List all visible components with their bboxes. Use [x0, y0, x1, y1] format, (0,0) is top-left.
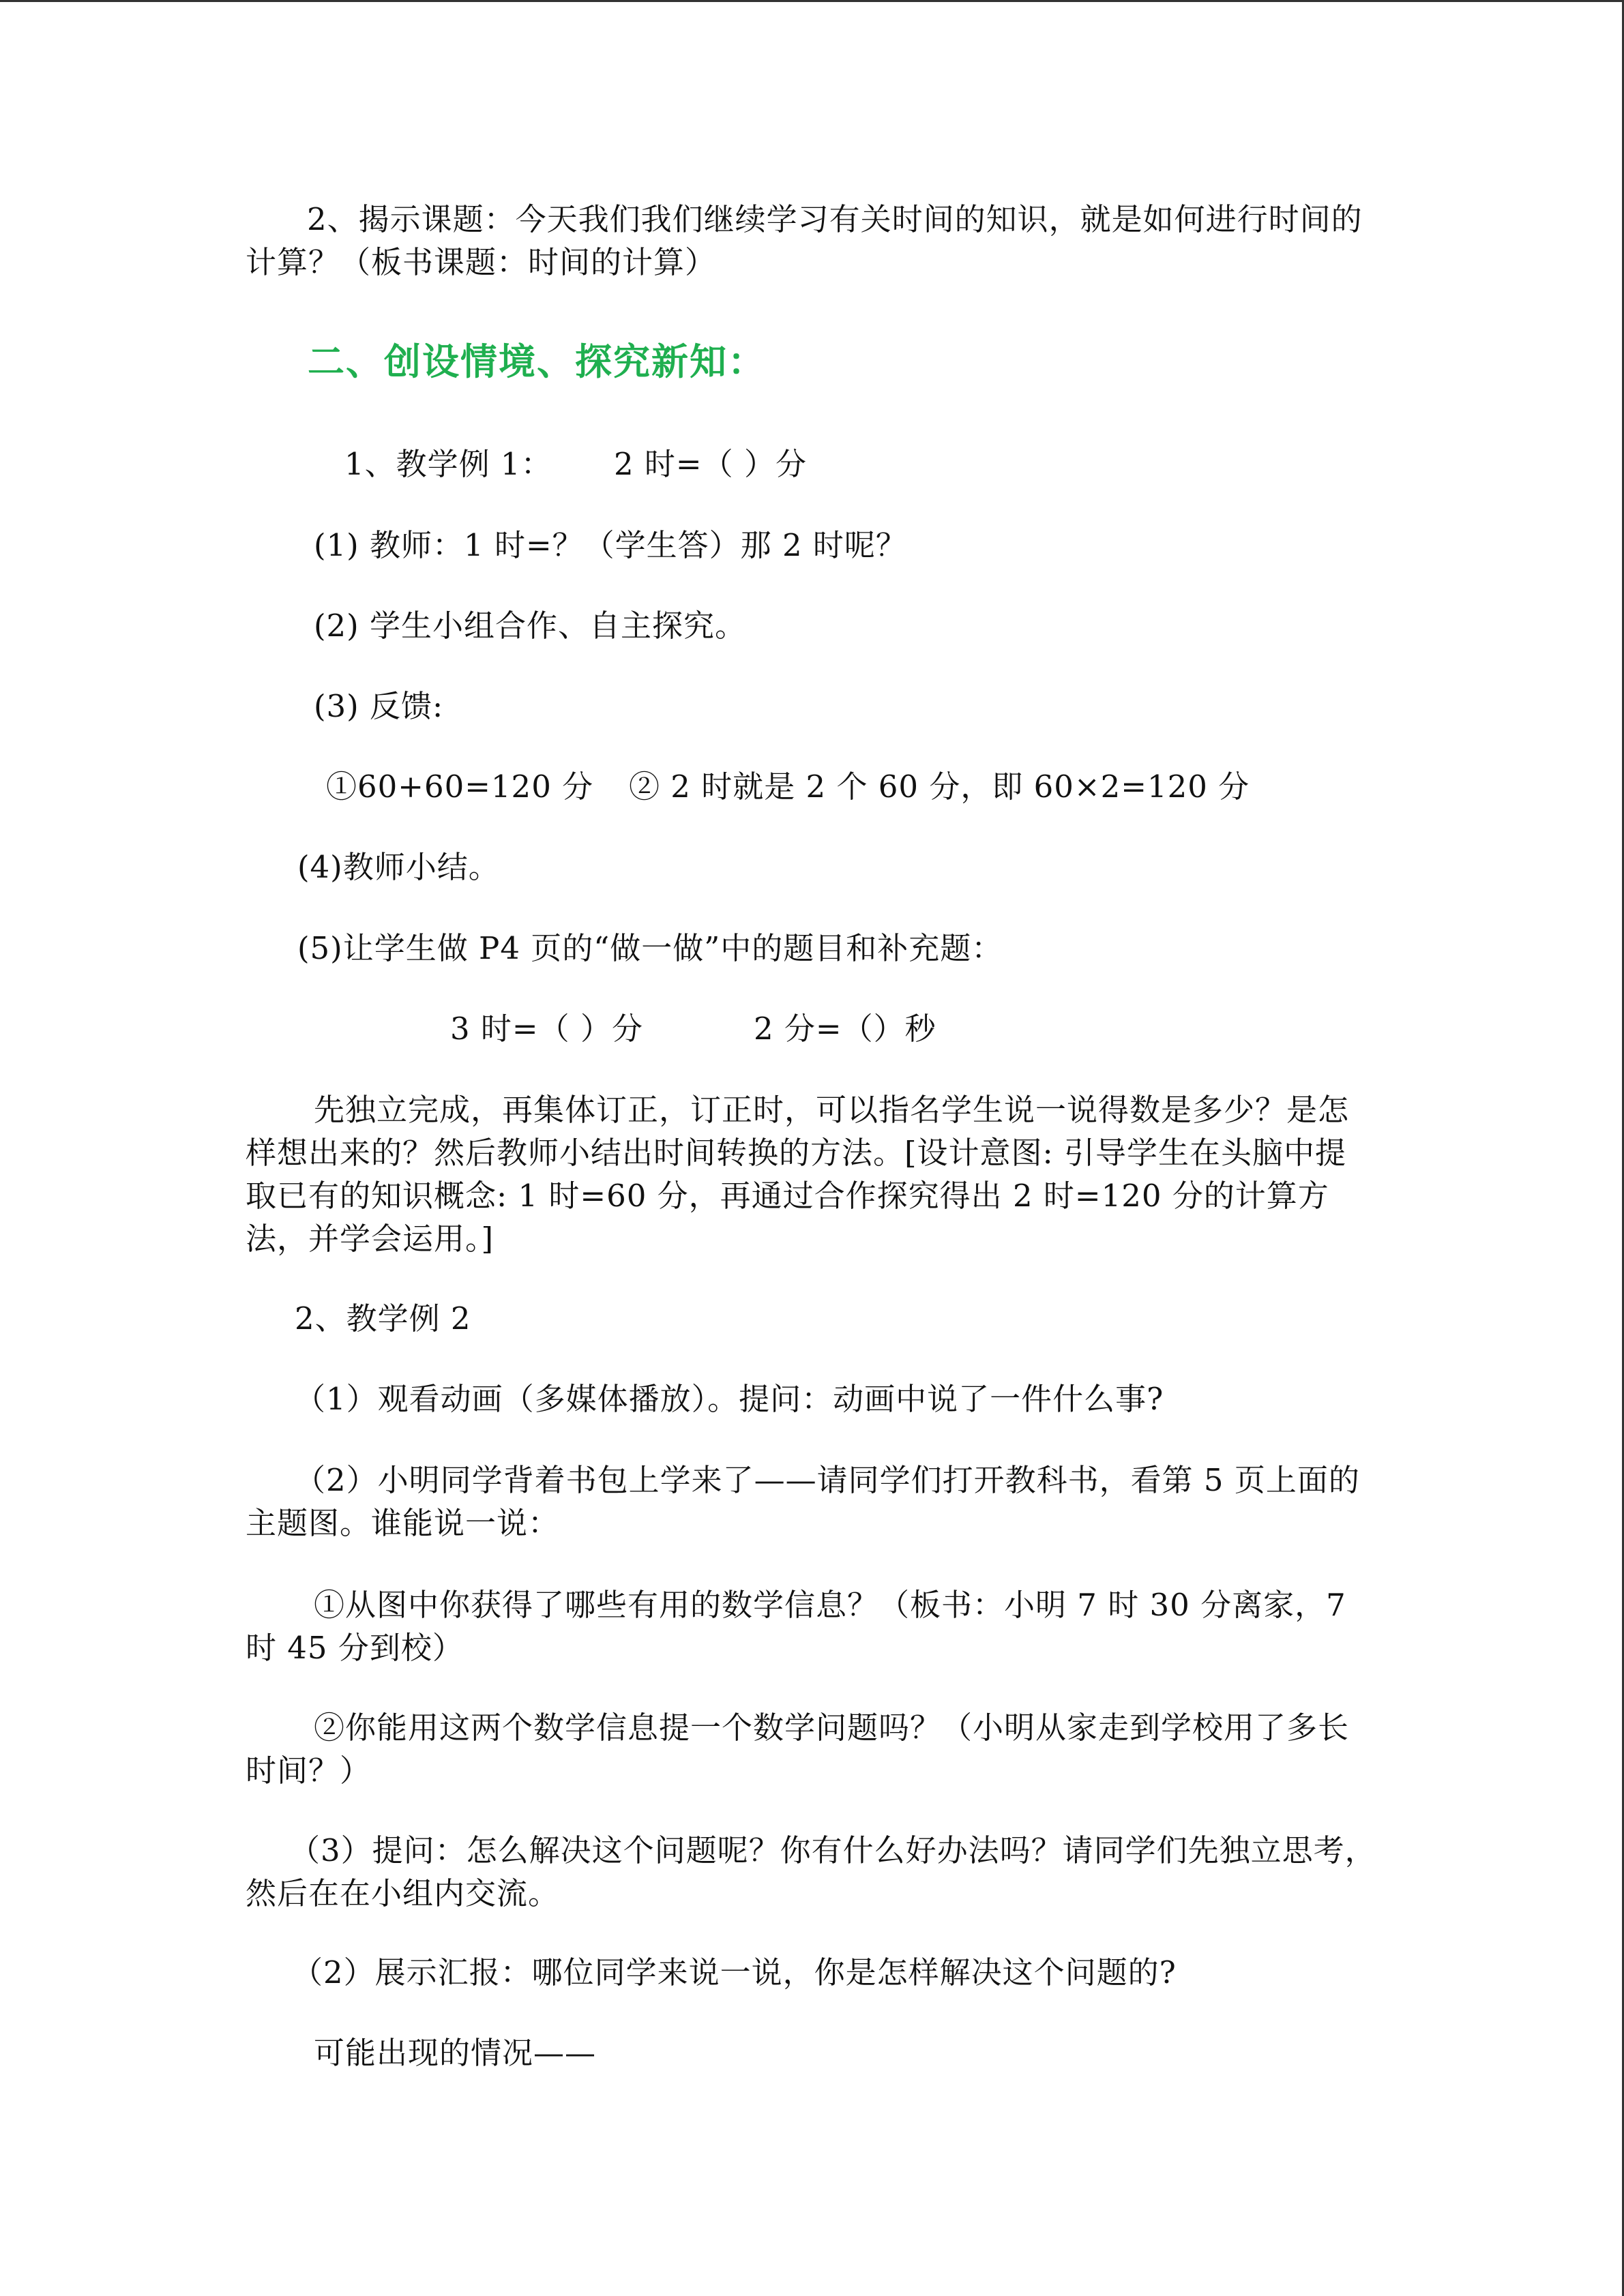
- feedback-a: ①60+60=120 分: [326, 769, 594, 805]
- example2-label: 2、教学例 2: [295, 1300, 471, 1337]
- ex2-step-1: （1）观看动画（多媒体播放）。提问：动画中说了一件什么事?: [295, 1381, 1164, 1417]
- ex2-question-1: ①从图中你获得了哪些有用的数学信息？（板书：小明 7 时 30 分离家，7 时 45 分到校）: [246, 1587, 1346, 1666]
- step-5: (5)让学生做 P4 页的“做一做”中的题目和补充题：: [297, 930, 1003, 966]
- example1-label: 1、教学例 1：: [344, 446, 552, 482]
- exercise-b: 2 分=（）秒: [754, 1011, 936, 1047]
- example1-question: 2 时=（ ）分: [614, 446, 807, 482]
- step-2: (2) 学生小组合作、自主探究。: [314, 608, 747, 644]
- page-border-top: [0, 0, 1624, 2]
- intro-paragraph: 2、揭示课题：今天我们我们继续学习有关时间的知识，就是如何进行时间的计算？（板书课题：时间的计算）: [246, 201, 1363, 280]
- ex2-step-4: （2）展示汇报：哪位同学来说一说，你是怎样解决这个问题的?: [292, 1954, 1177, 1991]
- possible-situations: 可能出现的情况——: [314, 2035, 597, 2071]
- section-heading: 二、创设情境、探究新知：: [308, 340, 766, 383]
- ex2-question-2: ②你能用这两个数学信息提一个数学问题吗？（小明从家走到学校用了多长时间？）: [246, 1710, 1350, 1789]
- step-4: (4)教师小结。: [297, 849, 500, 885]
- exercise-a: 3 时=（ ）分: [450, 1011, 643, 1047]
- step-3: (3) 反馈:: [314, 688, 444, 724]
- step-1: (1) 教师：1 时=？（学生答）那 2 时呢？: [314, 527, 907, 563]
- feedback-b: ② 2 时就是 2 个 60 分，即 60×2=120 分: [629, 769, 1250, 805]
- ex2-step-2: （2）小明同学背着书包上学来了——请同学们打开教科书，看第 5 页上面的主题图。谁能说一说：: [246, 1462, 1360, 1541]
- ex2-step-3: （3）提问：怎么解决这个问题呢？你有什么好办法吗？请同学们先独立思考，然后在在小组内交流。: [246, 1832, 1376, 1911]
- summary-paragraph: 先独立完成，再集体订正，订正时，可以指名学生说一说得数是多少？是怎样想出来的？然后教师小结出时间转换的方法。[设计意图: 引导学生在头脑中提取已有的知识概念: 1 时=60 分，再通过合作探究得出 2 时=120 分的计算方法，并学会运用。]: [246, 1092, 1350, 1257]
